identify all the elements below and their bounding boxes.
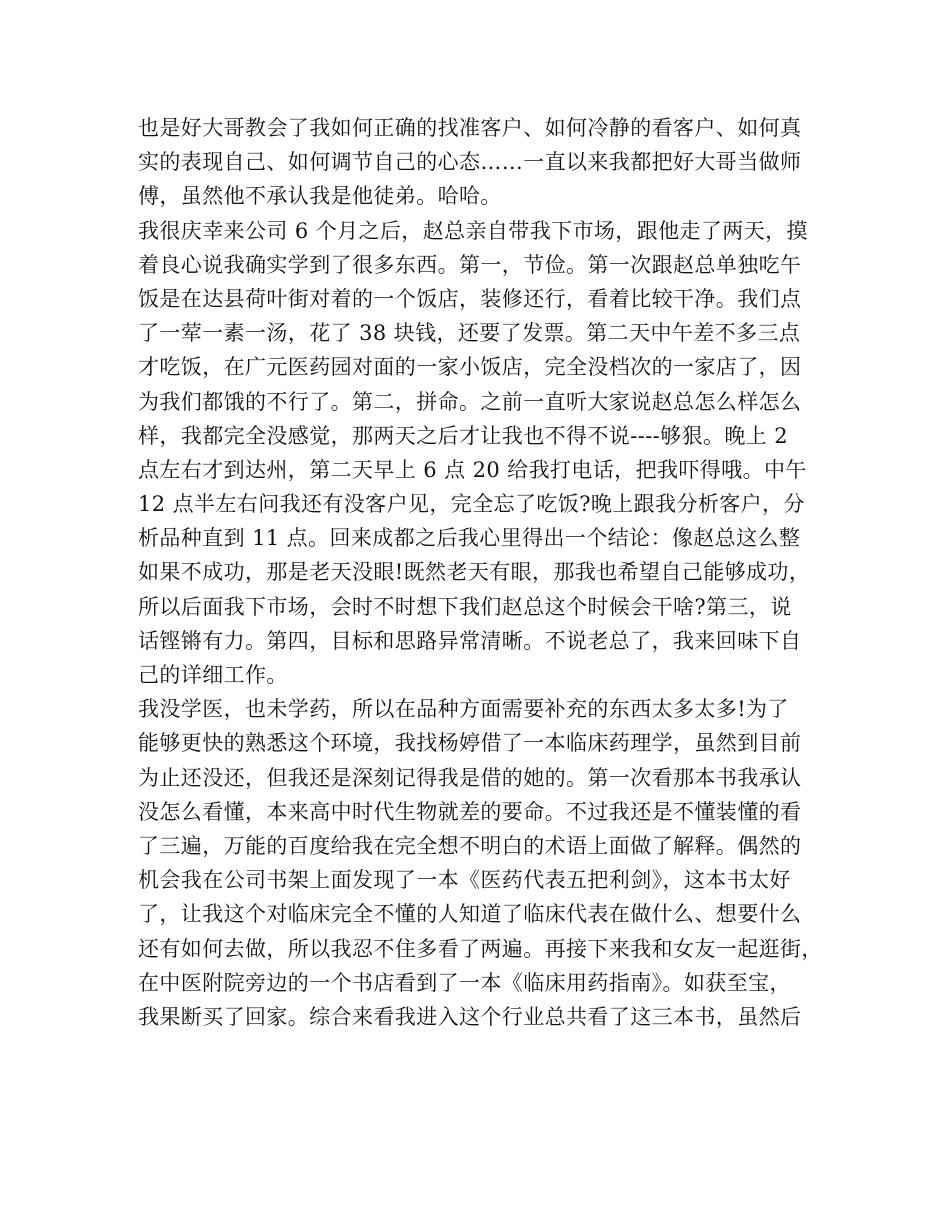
text-line: 我很庆幸来公司 6 个月之后，赵总亲自带我下市场，跟他走了两天，摸: [138, 218, 808, 243]
text-line: 话铿锵有力。第四，目标和思路异常清晰。不说老总了，我来回味下自: [138, 628, 802, 653]
text-line: 着良心说我确实学到了很多东西。第一，节俭。第一次跟赵总单独吃午: [138, 252, 802, 277]
text-line: 饭是在达县荷叶街对着的一个饭店，装修还行，看着比较干净。我们点: [138, 286, 802, 311]
text-line: 了一荤一素一汤，花了 38 块钱，还要了发票。第二天中午差不多三点: [138, 321, 801, 346]
text-line: 为我们都饿的不行了。第二，拼命。之前一直听大家说赵总怎么样怎么: [138, 389, 802, 414]
text-line: 12 点半左右问我还有没客户见，完全忘了吃饭?晚上跟我分析客户，分: [138, 492, 805, 517]
text-line: 没怎么看懂，本来高中时代生物就差的要命。不过我还是不懂装懂的看: [138, 799, 802, 824]
text-line: 我没学医，也未学药，所以在品种方面需要补充的东西太多太多!为了: [138, 697, 789, 722]
text-line: 了，让我这个对临床完全不懂的人知道了临床代表在做什么、想要什么: [138, 902, 802, 927]
text-line: 为止还没还，但我还是深刻记得我是借的她的。第一次看那本书我承认: [138, 765, 802, 790]
text-line: 在中医附院旁边的一个书店看到了一本《临床用药指南》。如获至宝，: [138, 970, 791, 995]
text-line: 点左右才到达州，第二天早上 6 点 20 给我打电话，把我吓得哦。中午: [138, 457, 807, 482]
text-line: 能够更快的熟悉这个环境，我找杨婷借了一本临床药理学，虽然到目前: [138, 731, 802, 756]
text-line: 如果不成功，那是老天没眼!既然老天有眼，那我也希望自己能够成功，: [138, 560, 811, 585]
text-line: 还有如何去做，所以我忍不住多看了两遍。再接下来我和女友一起逛街，: [138, 936, 823, 961]
text-line: 我果断买了回家。综合来看我进入这个行业总共看了这三本书，虽然后: [138, 1004, 802, 1029]
text-line: 才吃饭，在广元医药园对面的一家小饭店，完全没档次的一家店了，因: [138, 355, 802, 380]
text-line: 所以后面我下市场，会时不时想下我们赵总这个时候会干啥?第三，说: [138, 594, 792, 619]
text-line: 析品种直到 11 点。回来成都之后我心里得出一个结论：像赵总这么整: [138, 526, 801, 551]
text-line: 机会我在公司书架上面发现了一本《医药代表五把利剑》，这本书太好: [138, 868, 791, 893]
text-line: 实的表现自己、如何调节自己的心态……一直以来我都把好大哥当做师: [138, 150, 802, 175]
text-line: 也是好大哥教会了我如何正确的找准客户、如何冷静的看客户、如何真: [138, 116, 802, 140]
text-line: 己的详细工作。: [138, 663, 288, 687]
body-text: [138, 111, 828, 1034]
text-line: 样，我都完全没感觉，那两天之后才让我也不得不说----够狠。晚上 2: [138, 423, 789, 448]
text-line: 了三遍，万能的百度给我在完全想不明白的术语上面做了解释。偶然的: [138, 833, 802, 858]
text-line: 傅，虽然他不承认我是他徒弟。哈哈。: [138, 184, 502, 209]
